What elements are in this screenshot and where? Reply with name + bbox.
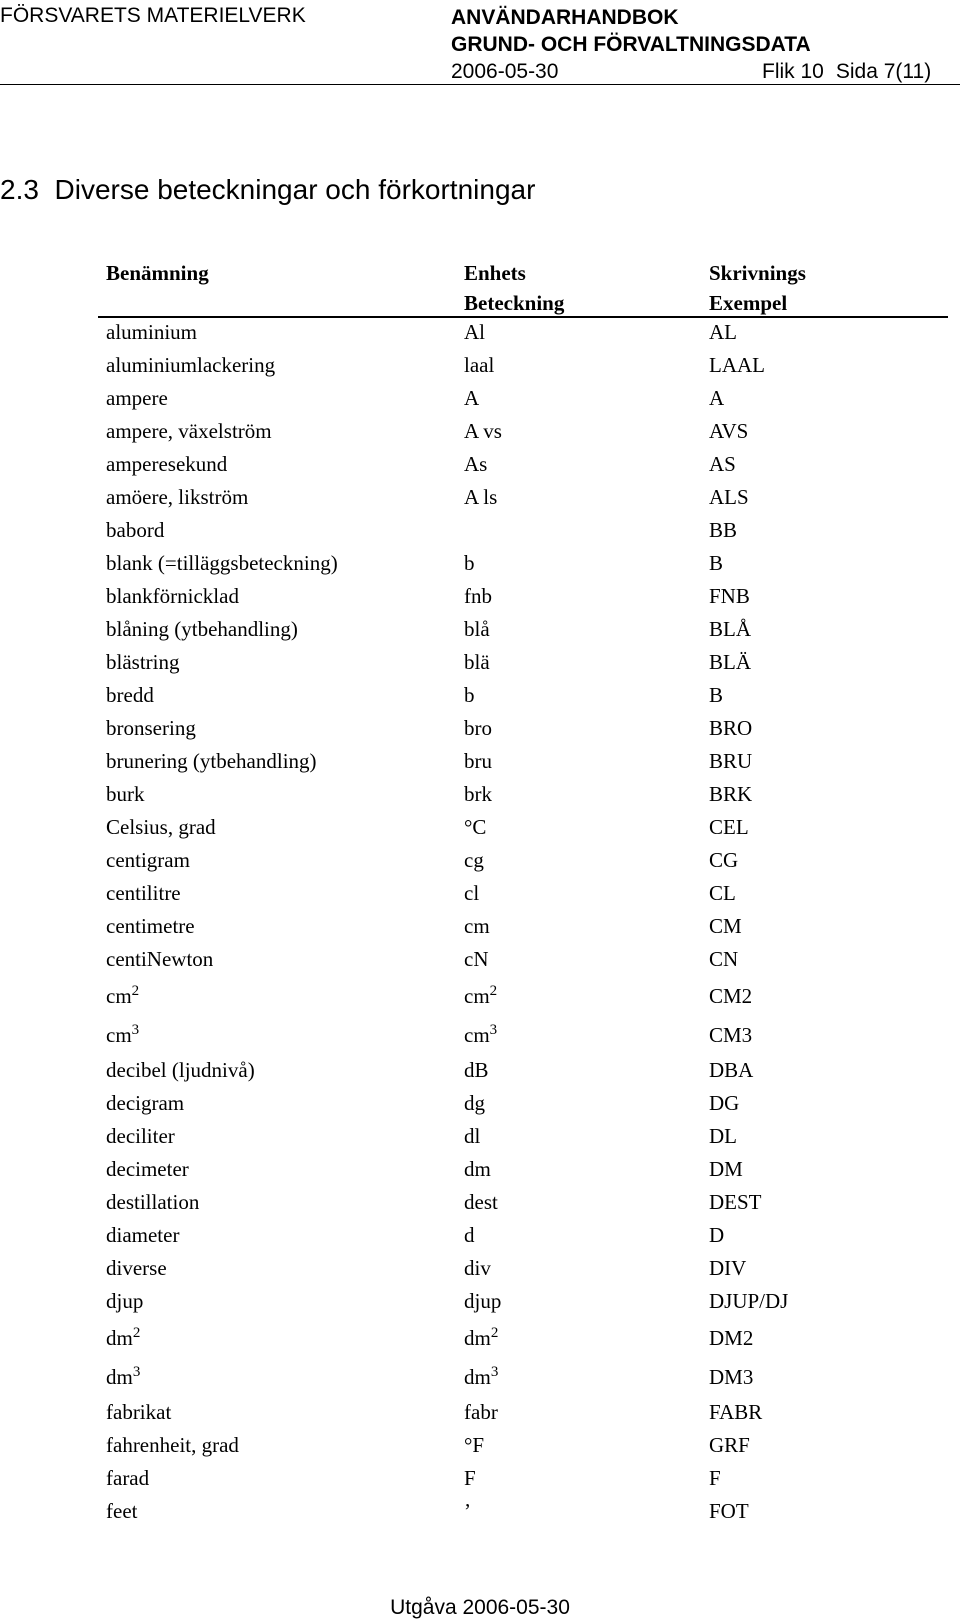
table-row: [98, 1398, 948, 1431]
header-unit: [464, 258, 564, 318]
cell-unit-text: djup: [464, 1289, 502, 1313]
cell-unit-text: bro: [464, 716, 492, 740]
cell-name-text: centigram: [106, 848, 190, 872]
cell-code: [709, 683, 723, 708]
cell-name-text: aluminiumlackering: [106, 353, 276, 377]
cell-name: [106, 452, 227, 477]
cell-unit-text: b: [464, 551, 475, 575]
table-row: [98, 879, 948, 912]
cell-code-text: AS: [709, 452, 736, 476]
cell-name: [106, 1433, 239, 1458]
cell-name: [106, 1365, 140, 1390]
table-row: [98, 1431, 948, 1464]
header-example-line2: Exempel: [709, 291, 788, 315]
cell-unit: [464, 1157, 491, 1182]
cell-unit-superscript: 2: [489, 983, 498, 999]
cell-code-text: FNB: [709, 584, 750, 608]
page-number: Sida 7(11): [835, 60, 932, 83]
cell-code: [709, 1400, 762, 1425]
document-subtitle: GRUND- OCH FÖRVALTNINGSDATA: [451, 33, 811, 56]
cell-unit: [464, 650, 490, 675]
cell-code-text: B: [709, 551, 724, 575]
cell-name: [106, 815, 216, 840]
cell-unit-text: A ls: [464, 485, 498, 509]
cell-name-text: cm: [106, 1023, 132, 1047]
cell-name-text: blästring: [106, 650, 180, 674]
table-row: [98, 1254, 948, 1287]
cell-code: [709, 1223, 724, 1248]
cell-name: [106, 881, 181, 906]
cell-name-superscript: 3: [131, 1022, 140, 1038]
cell-name: [106, 1190, 199, 1215]
cell-unit: [464, 716, 492, 741]
cell-name: [106, 1466, 149, 1491]
header-example: [709, 258, 806, 318]
cell-name: [106, 584, 239, 609]
cell-name-text: djup: [106, 1289, 144, 1313]
cell-unit: [464, 984, 497, 1009]
table-row: [98, 615, 948, 648]
cell-name-text: centimetre: [106, 914, 195, 938]
cell-unit: [464, 815, 486, 840]
cell-name-text: diameter: [106, 1223, 180, 1247]
table-row: [98, 483, 948, 516]
cell-code-text: FABR: [709, 1400, 763, 1424]
cell-name-text: feet: [106, 1499, 138, 1523]
cell-name: [106, 1400, 171, 1425]
table-row: [98, 417, 948, 450]
organization-name: FÖRSVARETS MATERIELVERK: [0, 4, 306, 27]
table-row: [98, 1359, 948, 1398]
cell-code: [709, 452, 736, 477]
cell-code: [709, 1190, 762, 1215]
cell-code: [709, 518, 737, 543]
cell-unit: [464, 485, 497, 510]
table-row: [98, 516, 948, 549]
cell-unit: [464, 1466, 476, 1491]
cell-code-text: AL: [709, 320, 737, 344]
cell-unit: [464, 386, 479, 411]
cell-name-text: diverse: [106, 1256, 167, 1280]
cell-unit-text: cm: [464, 1023, 490, 1047]
cell-name-superscript: 3: [132, 1364, 141, 1380]
cell-code-text: DEST: [709, 1190, 762, 1214]
table-row: [98, 747, 948, 780]
header-unit-line2: Beteckning: [464, 291, 565, 315]
cell-unit-text: cg: [464, 848, 484, 872]
cell-code-text: CM3: [709, 1023, 753, 1047]
cell-code: [709, 584, 750, 609]
page-footer: Utgåva 2006-05-30: [390, 1596, 570, 1619]
cell-code-text: FOT: [709, 1499, 749, 1523]
flik-number: Flik 10: [762, 60, 824, 83]
cell-name-text: aluminium: [106, 320, 197, 344]
cell-name: [106, 650, 180, 675]
table-row: [98, 945, 948, 978]
cell-unit-text: °F: [464, 1433, 485, 1457]
cell-name-text: destillation: [106, 1190, 200, 1214]
cell-unit-text: fnb: [464, 584, 492, 608]
cell-code-text: F: [709, 1466, 721, 1490]
document-info: [451, 4, 960, 85]
cell-unit-text: As: [464, 452, 488, 476]
cell-name: [106, 1326, 140, 1351]
cell-unit-text: laal: [464, 353, 495, 377]
cell-code: [709, 485, 749, 510]
table-body: [98, 318, 948, 1530]
cell-code: [709, 617, 751, 642]
cell-unit: [464, 353, 494, 378]
cell-name: [106, 1124, 175, 1149]
cell-name-text: fahrenheit, grad: [106, 1433, 239, 1457]
cell-code: [709, 1157, 743, 1182]
cell-name: [106, 1023, 139, 1048]
cell-name-text: ampere: [106, 386, 168, 410]
cell-unit-superscript: 3: [490, 1364, 499, 1380]
cell-unit: [464, 1400, 498, 1425]
cell-unit-text: F: [464, 1466, 476, 1490]
cell-name: [106, 617, 298, 642]
cell-unit-text: b: [464, 683, 475, 707]
table-row: [98, 351, 948, 384]
table-row: [98, 714, 948, 747]
cell-name-text: brunering (ytbehandling): [106, 749, 317, 773]
cell-code-text: CEL: [709, 815, 749, 839]
table-row: [98, 318, 948, 351]
cell-unit: [464, 881, 479, 906]
cell-code-text: BB: [709, 518, 738, 542]
cell-code: [709, 650, 751, 675]
cell-unit-text: brk: [464, 782, 492, 806]
cell-code: [709, 1499, 749, 1524]
cell-name: [106, 947, 213, 972]
cell-unit-text: dm: [464, 1326, 491, 1350]
cell-code: [709, 386, 724, 411]
table-row: [98, 1320, 948, 1359]
cell-unit: [464, 1190, 498, 1215]
cell-name: [106, 1223, 179, 1248]
cell-code: [709, 848, 738, 873]
cell-unit-text: dl: [464, 1124, 481, 1148]
cell-name-text: cm: [106, 984, 132, 1008]
table-row: [98, 1122, 948, 1155]
cell-code-text: CM: [709, 914, 742, 938]
cell-code-text: DIV: [709, 1256, 747, 1280]
cell-name: [106, 716, 196, 741]
cell-name: [106, 1256, 167, 1281]
cell-name-text: blank (=tilläggsbeteckning): [106, 551, 338, 575]
cell-unit: [464, 782, 492, 807]
cell-unit-text: blä: [464, 650, 490, 674]
cell-code-text: D: [709, 1223, 725, 1247]
cell-unit-text: dest: [464, 1190, 498, 1214]
cell-unit: [464, 419, 502, 444]
cell-name: [106, 749, 317, 774]
cell-unit-superscript: 2: [490, 1325, 499, 1341]
cell-code: [709, 1058, 753, 1083]
cell-name: [106, 320, 197, 345]
table-row: [98, 1497, 948, 1530]
cell-code-text: DM2: [709, 1326, 754, 1350]
table-row: [98, 846, 948, 879]
cell-code-text: DJUP/DJ: [709, 1289, 789, 1313]
cell-code: [709, 1466, 721, 1491]
cell-name-text: amperesekund: [106, 452, 228, 476]
table-row: [98, 1056, 948, 1089]
abbreviation-table: [98, 258, 948, 1530]
cell-unit-text: blå: [464, 617, 490, 641]
table-header: [98, 258, 948, 318]
cell-unit: [464, 683, 475, 708]
table-row: [98, 1155, 948, 1188]
cell-unit-text: dm: [464, 1365, 491, 1389]
cell-unit-text: A: [464, 386, 480, 410]
table-row: [98, 813, 948, 846]
cell-code: [709, 716, 752, 741]
cell-name-superscript: 2: [132, 1325, 141, 1341]
cell-name: [106, 419, 272, 444]
cell-unit: [464, 1023, 497, 1048]
cell-code-text: DG: [709, 1091, 740, 1115]
cell-code: [709, 1326, 753, 1351]
cell-code: [709, 815, 749, 840]
cell-unit: [464, 1256, 491, 1281]
cell-unit-text: cm: [464, 984, 490, 1008]
cell-unit: [464, 1433, 484, 1458]
cell-unit-text: ’: [464, 1499, 471, 1523]
cell-name-text: decibel (ljudnivå): [106, 1058, 255, 1082]
table-row: [98, 450, 948, 483]
cell-unit-text: cl: [464, 881, 480, 905]
cell-name: [106, 551, 338, 576]
table-row: [98, 1017, 948, 1056]
cell-code: [709, 320, 737, 345]
cell-name: [106, 1091, 184, 1116]
cell-unit: [464, 749, 492, 774]
document-title: ANVÄNDARHANDBOK: [451, 6, 679, 29]
cell-name-text: centiNewton: [106, 947, 214, 971]
cell-code: [709, 1091, 739, 1116]
cell-name-text: burk: [106, 782, 145, 806]
cell-unit-text: cN: [464, 947, 489, 971]
table-row: [98, 1089, 948, 1122]
table-row: [98, 681, 948, 714]
table-row: [98, 978, 948, 1017]
table-row: [98, 384, 948, 417]
cell-code-text: DL: [709, 1124, 737, 1148]
cell-name-text: bredd: [106, 683, 154, 707]
cell-code-text: BLÄ: [709, 650, 751, 674]
cell-name: [106, 984, 139, 1009]
cell-name: [106, 1157, 189, 1182]
document-date: 2006-05-30: [451, 60, 559, 83]
cell-code-text: CG: [709, 848, 739, 872]
header-name: Benämning: [106, 261, 209, 285]
section-title: Diverse beteckningar och förkortningar: [54, 174, 536, 205]
cell-name-text: Celsius, grad: [106, 815, 216, 839]
cell-unit: [464, 320, 485, 345]
cell-name-text: decigram: [106, 1091, 185, 1115]
cell-unit-text: fabr: [464, 1400, 498, 1424]
cell-code: [709, 947, 738, 972]
cell-name: [106, 848, 190, 873]
table-row: [98, 1287, 948, 1320]
cell-code: [709, 984, 752, 1009]
cell-unit: [464, 1289, 501, 1314]
cell-code-text: DM3: [709, 1365, 754, 1389]
cell-unit: [464, 1326, 498, 1351]
cell-name-text: dm: [106, 1365, 133, 1389]
cell-name-text: centilitre: [106, 881, 181, 905]
cell-name: [106, 1289, 143, 1314]
cell-code-text: AVS: [709, 419, 749, 443]
cell-name-text: fabrikat: [106, 1400, 172, 1424]
cell-code: [709, 1256, 746, 1281]
cell-unit: [464, 1365, 498, 1390]
cell-name-text: babord: [106, 518, 165, 542]
cell-code: [709, 1433, 750, 1458]
cell-code: [709, 419, 748, 444]
table-row: [98, 1464, 948, 1497]
cell-code-text: DM: [709, 1157, 743, 1181]
cell-unit: [464, 914, 490, 939]
cell-code: [709, 1023, 752, 1048]
cell-unit-text: cm: [464, 914, 490, 938]
cell-unit: [464, 1223, 475, 1248]
cell-name-text: deciliter: [106, 1124, 175, 1148]
cell-name: [106, 485, 248, 510]
cell-name: [106, 914, 195, 939]
cell-name-text: dm: [106, 1326, 133, 1350]
cell-code: [709, 749, 752, 774]
cell-unit-text: dm: [464, 1157, 491, 1181]
cell-unit-text: °C: [464, 815, 487, 839]
cell-code-text: BRO: [709, 716, 753, 740]
section-heading: [0, 174, 535, 206]
cell-code: [709, 1124, 737, 1149]
cell-name: [106, 782, 145, 807]
cell-unit-text: div: [464, 1256, 491, 1280]
cell-code-text: GRF: [709, 1433, 750, 1457]
cell-code: [709, 1289, 788, 1314]
cell-code-text: CL: [709, 881, 736, 905]
cell-unit: [464, 848, 484, 873]
cell-code-text: BRU: [709, 749, 753, 773]
cell-unit-text: dg: [464, 1091, 485, 1115]
cell-unit: [464, 1058, 489, 1083]
cell-unit-text: bru: [464, 749, 492, 773]
cell-unit: [464, 947, 489, 972]
cell-code: [709, 881, 736, 906]
cell-unit: [464, 551, 475, 576]
header-unit-line1: Enhets: [464, 261, 526, 285]
cell-name: [106, 386, 168, 411]
cell-name-text: bronsering: [106, 716, 196, 740]
header-example-line1: Skrivnings: [709, 261, 806, 285]
cell-unit: [464, 1124, 480, 1149]
cell-name: [106, 1499, 137, 1524]
cell-unit: [464, 584, 492, 609]
section-number: 2.3: [0, 174, 39, 205]
cell-code-text: A: [709, 386, 725, 410]
cell-code: [709, 551, 723, 576]
table-row: [98, 912, 948, 945]
table-row: [98, 648, 948, 681]
cell-code-text: CN: [709, 947, 739, 971]
cell-name-text: amöere, likström: [106, 485, 249, 509]
table-row: [98, 780, 948, 813]
document-meta: [451, 58, 960, 85]
cell-code-text: B: [709, 683, 724, 707]
table-row: [98, 1188, 948, 1221]
cell-name: [106, 518, 164, 543]
cell-unit: [464, 1499, 471, 1524]
cell-unit: [464, 1091, 485, 1116]
cell-unit: [464, 452, 487, 477]
table-row: [98, 1221, 948, 1254]
cell-name-text: blåning (ytbehandling): [106, 617, 298, 641]
cell-code-text: ALS: [709, 485, 749, 509]
cell-code-text: CM2: [709, 984, 753, 1008]
cell-code: [709, 353, 765, 378]
cell-code: [709, 782, 752, 807]
cell-unit-superscript: 3: [489, 1022, 498, 1038]
cell-unit-text: A vs: [464, 419, 502, 443]
page-header: [0, 0, 960, 85]
cell-code: [709, 1365, 753, 1390]
cell-unit-text: d: [464, 1223, 475, 1247]
cell-code-text: LAAL: [709, 353, 765, 377]
cell-unit-text: Al: [464, 320, 485, 344]
table-row: [98, 549, 948, 582]
cell-name: [106, 683, 154, 708]
cell-code-text: DBA: [709, 1058, 754, 1082]
cell-code-text: BLÅ: [709, 617, 751, 641]
cell-name: [106, 353, 275, 378]
cell-name-text: ampere, växelström: [106, 419, 272, 443]
cell-name: [106, 1058, 255, 1083]
cell-name-text: decimeter: [106, 1157, 189, 1181]
cell-unit-text: dB: [464, 1058, 489, 1082]
cell-code: [709, 914, 742, 939]
cell-name-text: farad: [106, 1466, 150, 1490]
table-row: [98, 582, 948, 615]
cell-name-superscript: 2: [131, 983, 140, 999]
cell-name-text: blankförnicklad: [106, 584, 239, 608]
cell-code-text: BRK: [709, 782, 753, 806]
cell-unit: [464, 617, 490, 642]
